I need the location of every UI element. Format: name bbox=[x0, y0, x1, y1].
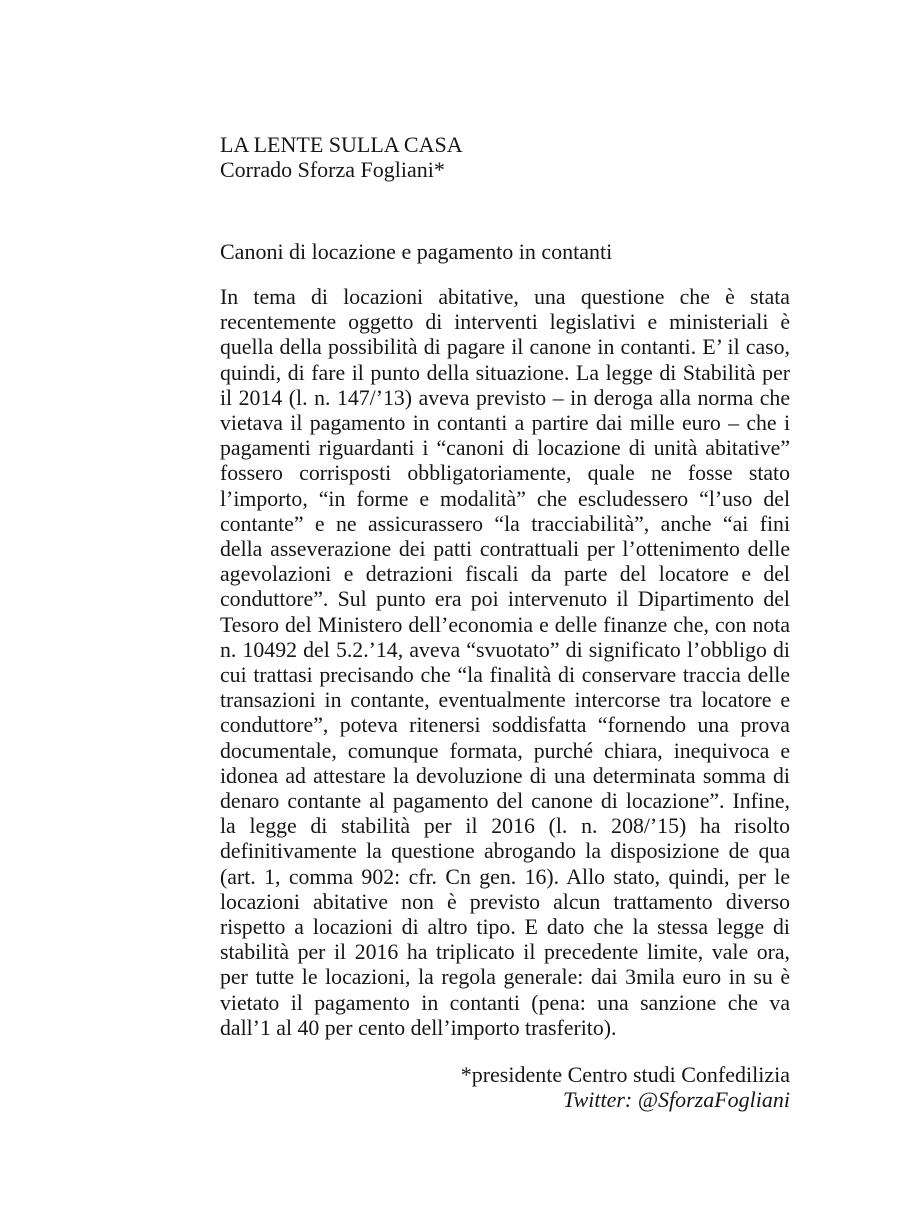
article-heading: Canoni di locazione e pagamento in contanti bbox=[220, 239, 613, 264]
author-byline: Corrado Sforza Fogliani* bbox=[220, 157, 445, 182]
article-body: In tema di locazioni abitative, una questione che è stata recentemente oggetto di interventi legislativi e ministeriali è quella della possibilità di pagare il canone in contanti. E’ il caso, quindi, di fare il punto della situazione. La legge di Stabilità per il 2014 (l. n. 147/’13) aveva previsto – in deroga alla norma che vietava il pagamento in contanti a partire dai mille euro – che i pagamenti riguardanti i “canoni di locazione di unità abitative” fossero corrisposti obbligatoriamente, quale ne fosse stato l’importo, “in forme e modalità” che escludessero “l’uso del contante” e ne assicurassero “la tracciabilità”, anche “ai fini della asseverazione dei patti contrattuali per l’ottenimento delle agevolazioni e detrazioni fiscali da parte del locatore e del conduttore”. Sul punto era poi intervenuto il Dipartimento del Tesoro del Ministero dell’economia e delle finanze che, con nota n. 10492 del 5.2.’14, aveva “svuotato” di significato l’obbligo di cui trattasi precisando che “la finalità di conservare traccia delle transazioni in contante, eventualmente intercorse tra locatore e conduttore”, poteva ritenersi soddisfatta “fornendo una prova documentale, comunque formata, purché chiara, inequivoca e idonea ad attestare la devoluzione di una determinata somma di denaro contante al pagamento del canone di locazione”. Infine, la legge di stabilità per il 2016 (l. n. 208/’15) ha risolto definitivamente la questione abrogando la disposizione de qua (art. 1, comma 902: cfr. Cn gen. 16). Allo stato, quindi, per le locazioni abitative non è previsto alcun trattamento diverso rispetto a locazioni di altro tipo. E dato che la stessa legge di stabilità per il 2016 ha triplicato il precedente limite, vale ora, per tutte le locazioni, la regola generale: dai 3mila euro in su è vietato il pagamento in contanti (pena: una sanzione che va dall’1 al 40 per cento dell’importo trasferito). bbox=[220, 285, 790, 1040]
footer-credit: *presidente Centro studi Confedilizia bbox=[460, 1062, 790, 1088]
document-footer bbox=[220, 1062, 790, 1112]
document-header bbox=[220, 132, 790, 182]
document-content bbox=[220, 132, 790, 1113]
footer-twitter-handle: Twitter: @SforzaFogliani bbox=[562, 1087, 790, 1113]
document-title: LA LENTE SULLA CASA bbox=[220, 132, 463, 157]
